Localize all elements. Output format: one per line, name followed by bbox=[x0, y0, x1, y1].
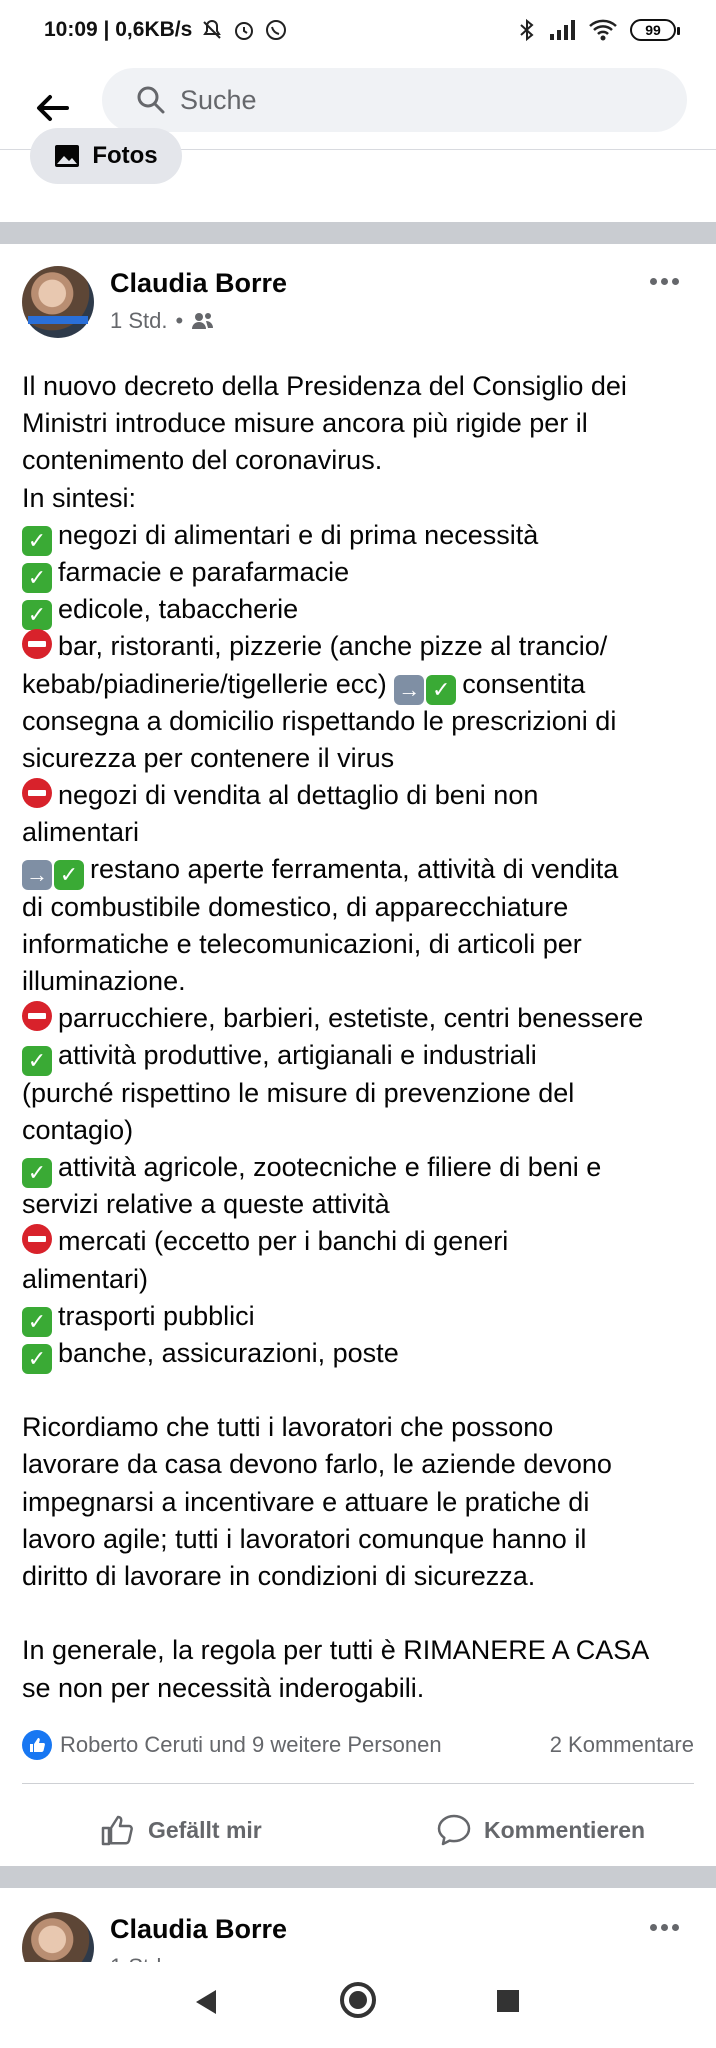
next-post-author[interactable]: Claudia Borre bbox=[110, 1914, 288, 1944]
post-text-content: informatiche e telecomunicazioni, di articoli per bbox=[22, 928, 582, 959]
check-mark-icon: ✓ bbox=[22, 1307, 52, 1337]
status-time-speed: 10:09 | 0,6KB/s bbox=[44, 18, 193, 41]
post-text-content: alimentari bbox=[22, 817, 140, 848]
post-text-content: lavoro agile; tutti i lavoratori comunque hanno il bbox=[22, 1523, 587, 1554]
check-mark-icon: ✓ bbox=[22, 1158, 52, 1188]
photos-chip-label: Fotos bbox=[92, 142, 158, 169]
post-text-content: attività agricole, zootecniche e filiere di beni e bbox=[58, 1151, 602, 1182]
nav-home-icon[interactable] bbox=[340, 1982, 376, 2018]
meta-separator: • bbox=[175, 308, 184, 333]
post-text-content: servizi relative a queste attività bbox=[22, 1189, 390, 1220]
post-text-content: contagio) bbox=[22, 1114, 134, 1145]
post-text-content: trasporti pubblici bbox=[58, 1300, 255, 1331]
post-text-content: restano aperte ferramenta, attività di vendita bbox=[90, 854, 619, 885]
post-text-content: contenimento del coronavirus. bbox=[22, 445, 383, 476]
post-time[interactable]: 1 Std. bbox=[110, 308, 168, 333]
comment-label: Kommentieren bbox=[484, 1816, 646, 1843]
check-mark-icon: ✓ bbox=[54, 860, 84, 890]
post-text-content: Ricordiamo che tutti i lavoratori che possono bbox=[22, 1412, 554, 1443]
post-text-content: Il nuovo decreto della Presidenza del Consiglio dei bbox=[22, 371, 627, 401]
post-text-content: se non per necessità inderogabili. bbox=[22, 1672, 425, 1703]
post-text-content: bar, ristoranti, pizzerie (anche pizze al trancio/ bbox=[58, 631, 608, 662]
post-text-content: attività produttive, artigianali e industriali bbox=[58, 1040, 537, 1071]
system-nav-bar bbox=[0, 1962, 716, 2048]
post-text-content: edicole, tabaccherie bbox=[58, 594, 299, 625]
post-text-content: kebab/piadinerie/tigellerie ecc) bbox=[22, 668, 387, 699]
post-text-content: mercati (eccetto per i banchi di generi bbox=[58, 1226, 509, 1257]
post-text-content: In sintesi: bbox=[22, 482, 137, 513]
search-placeholder: Suche bbox=[180, 84, 257, 115]
post-text-content: consegna a domicilio rispettando le prescrizioni di bbox=[22, 705, 617, 736]
check-mark-icon: ✓ bbox=[22, 563, 52, 593]
check-mark-icon: ✓ bbox=[22, 600, 52, 630]
post-text-content: impegnarsi a incentivare e attuare le pratiche di bbox=[22, 1486, 590, 1517]
post-text-content: alimentari) bbox=[22, 1263, 149, 1294]
post-text-content: illuminazione. bbox=[22, 966, 186, 996]
check-mark-icon: ✓ bbox=[22, 1344, 52, 1374]
post-text-content: consentita bbox=[462, 668, 586, 699]
post-text-content: Ministri introduce misure ancora più rigide per il bbox=[22, 408, 588, 439]
nav-recents-icon[interactable] bbox=[497, 1990, 519, 2012]
next-post-more-button[interactable] bbox=[644, 1912, 684, 1942]
reactions-text[interactable]: Roberto Ceruti und 9 weitere Personen bbox=[60, 1732, 442, 1757]
post-text-content: banche, assicurazioni, poste bbox=[58, 1337, 399, 1368]
post-text-content: (purché rispettino le misure di prevenzione del bbox=[22, 1077, 575, 1108]
post-text-content: negozi di alimentari e di prima necessità bbox=[58, 519, 539, 550]
check-mark-icon: ✓ bbox=[426, 675, 456, 705]
post-text-content: farmacie e parafarmacie bbox=[58, 556, 350, 587]
post-text-content: diritto di lavorare in condizioni di sicurezza. bbox=[22, 1561, 536, 1591]
post-text-content: sicurezza per contenere il virus bbox=[22, 742, 395, 773]
post-author[interactable]: Claudia Borre bbox=[110, 268, 288, 298]
post-text-content: negozi di vendita al dettaglio di beni non bbox=[58, 780, 539, 811]
comments-count[interactable]: 2 Kommentare bbox=[549, 1732, 694, 1757]
like-label: Gefällt mir bbox=[148, 1816, 262, 1843]
post-text-content: lavorare da casa devono farlo, le aziende devono bbox=[22, 1449, 612, 1480]
check-mark-icon: ✓ bbox=[22, 526, 52, 556]
nav-back-icon[interactable] bbox=[196, 1990, 216, 2014]
arrow-right-icon: → bbox=[22, 860, 52, 890]
post-text-content: In generale, la regola per tutti è RIMANERE A CASA bbox=[22, 1635, 650, 1666]
post-text-content: di combustibile domestico, di apparecchiature bbox=[22, 891, 569, 922]
check-mark-icon: ✓ bbox=[22, 1046, 52, 1076]
post-text-content: parrucchiere, barbieri, estetiste, centri benessere bbox=[58, 1003, 644, 1034]
battery-indicator: 99 bbox=[630, 19, 676, 41]
arrow-right-icon: → bbox=[394, 675, 424, 705]
